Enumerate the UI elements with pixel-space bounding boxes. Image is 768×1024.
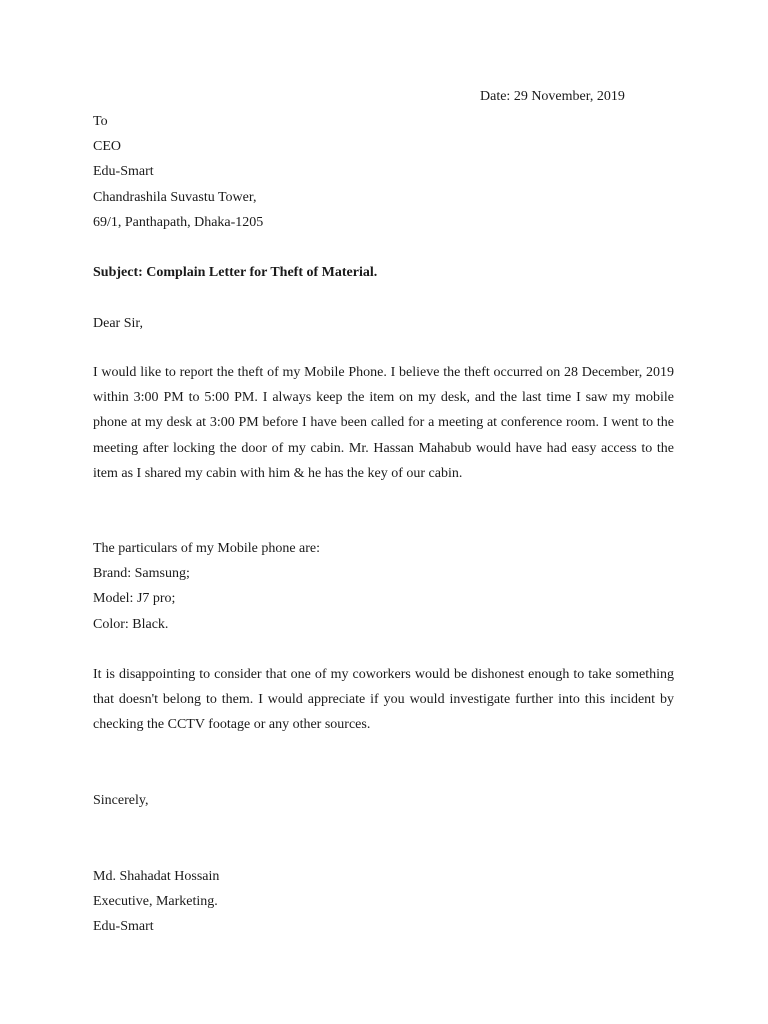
recipient-address-line-2: 69/1, Panthapath, Dhaka-1205 [93,214,264,230]
body-paragraph-1: I would like to report the theft of my Mobile Phone. I believe the theft occurred on 28 December, 2019 within 3:00 PM to 5:00 PM. I always keep the item on my desk, and the last time I saw my mobile phone at my desk at 3:00 PM before I have been called for a meeting at conference room. I went to the meeting after locking the door of my cabin. Mr. Hassan Mahabub would have had easy access to the item as I shared my cabin with him & he has the key of our cabin. [93,365,674,481]
particulars-intro: The particulars of my Mobile phone are: [93,541,321,556]
signature-position: Executive, Marketing. [93,894,218,910]
signature-company: Edu-Smart [93,919,154,935]
signature-block [93,864,674,940]
body-paragraph-2: It is disappointing to consider that one of my coworkers would be dishonest enough to take something that doesn't belong to them. I would appreciate if you would investigate further into this incident by checking the CCTV footage or any other sources. [93,667,674,733]
particulars-brand: Brand: Samsung; [93,566,190,582]
recipient-address [93,109,674,235]
letter-subject: Subject: Complain Letter for Theft of Material. [93,265,378,280]
particulars-model: Model: J7 pro; [93,591,176,607]
signature-name: Md. Shahadat Hossain [93,869,220,884]
recipient-address-line-1: Chandrashila Suvastu Tower, [93,189,257,205]
recipient-company: Edu-Smart [93,164,154,180]
recipient-to: To [93,114,108,129]
letter-salutation: Dear Sir, [93,316,143,331]
particulars-color: Color: Black. [93,616,169,632]
letter-date: Date: 29 November, 2019 [480,89,625,104]
phone-particulars [93,536,674,637]
letter-closing: Sincerely, [93,793,149,808]
recipient-title: CEO [93,139,121,155]
